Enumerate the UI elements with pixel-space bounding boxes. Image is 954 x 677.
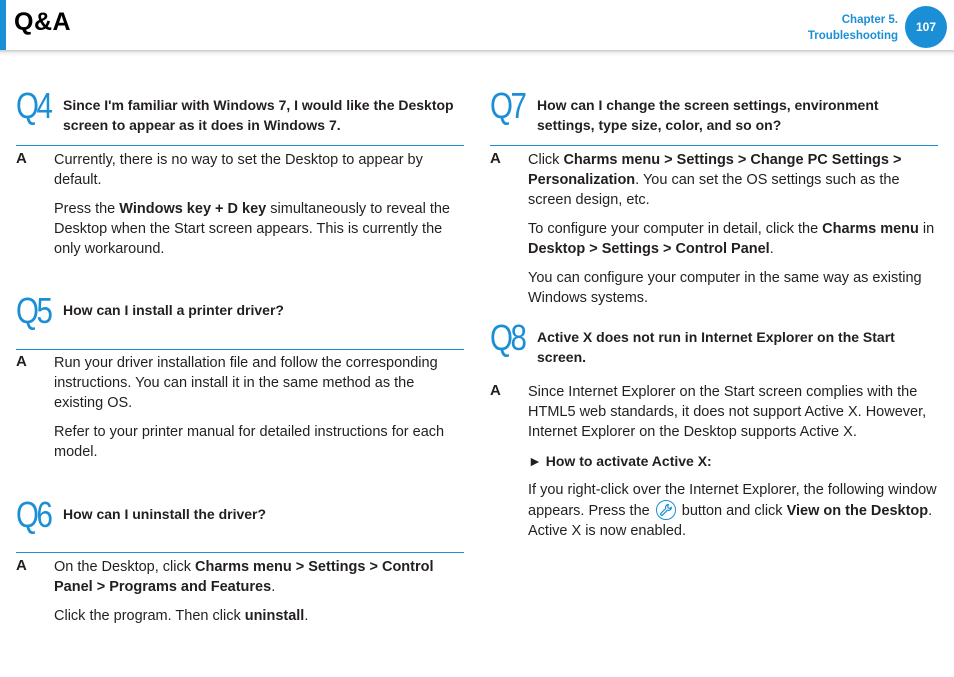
q4-divider — [16, 145, 464, 146]
chapter-number: Chapter 5. — [841, 14, 898, 26]
q8-answer-label: A — [490, 382, 501, 399]
q4-number: Q4 — [16, 85, 51, 126]
q4-answer-label: A — [16, 150, 27, 167]
q6-number: Q6 — [16, 494, 51, 535]
header-accent-bar — [0, 0, 6, 52]
q7-answer-label: A — [490, 150, 501, 167]
q5-divider — [16, 349, 464, 350]
q6-divider — [16, 552, 464, 553]
page-number-badge: 107 — [905, 6, 947, 48]
q7-answer-p2: To configure your computer in detail, click the Charms menu in Desktop > Settings > Control Panel. — [528, 221, 935, 257]
q8-question — [490, 317, 938, 379]
page-title: Q&A — [14, 8, 72, 36]
q5-number: Q5 — [16, 290, 51, 331]
q8-howto-heading: ► How to activate Active X: — [528, 453, 712, 469]
q8-question-text: Active X does not run in Internet Explorer on the Start screen. — [537, 329, 895, 365]
q5-answer-p2: Refer to your printer manual for detailed instructions for each model. — [54, 424, 445, 460]
q7-question — [490, 85, 938, 147]
chapter-label — [808, 12, 898, 44]
header-divider — [0, 50, 954, 56]
q7-number: Q7 — [490, 85, 525, 126]
q6-question — [16, 494, 464, 556]
q6-answer-p2: Click the program. Then click uninstall. — [54, 608, 309, 624]
q7-answer-p1: Click Charms menu > Settings > Change PC Settings > Personalization. You can set the OS settings such as the screen design, etc. — [528, 152, 902, 208]
q6-answer-label: A — [16, 557, 27, 574]
q5-answer-p1: Run your driver installation file and follow the corresponding instructions. You can install it in the same method as the existing OS. — [54, 355, 438, 411]
q7-answer-p3: You can configure your computer in the same way as existing Windows systems. — [528, 270, 922, 306]
triangle-right-icon: ► — [528, 453, 542, 469]
wrench-icon — [656, 500, 676, 520]
q7-divider — [490, 145, 938, 146]
q5-answer-label: A — [16, 353, 27, 370]
q6-question-text: How can I uninstall the driver? — [63, 506, 267, 522]
q7-question-text: How can I change the screen settings, environment settings, type size, color, and so on? — [537, 97, 879, 133]
q6-answer-p1: On the Desktop, click Charms menu > Settings > Control Panel > Programs and Features. — [54, 559, 434, 595]
q8-answer-p3: If you right-click over the Internet Explorer, the following window appears. Press the button and click View on the Desktop. Active X is now enabled. — [528, 482, 937, 539]
q5-question-text: How can I install a printer driver? — [63, 302, 284, 318]
q8-number: Q8 — [490, 317, 525, 358]
q4-answer-p2: Press the Windows key + D key simultaneously to reveal the Desktop when the Start screen appears. This is currently the only workaround. — [54, 201, 450, 257]
q5-question — [16, 290, 464, 352]
q8-answer-p1: Since Internet Explorer on the Start screen complies with the HTML5 web standards, it does not support Active X. However, Internet Explorer on the Desktop supports Active X. — [528, 384, 927, 440]
q4-question — [16, 85, 464, 147]
q4-answer-p1: Currently, there is no way to set the Desktop to appear by default. — [54, 152, 423, 188]
chapter-title: Troubleshooting — [807, 30, 898, 42]
q4-question-text: Since I'm familiar with Windows 7, I would like the Desktop screen to appear as it does in Windows 7. — [63, 97, 454, 133]
